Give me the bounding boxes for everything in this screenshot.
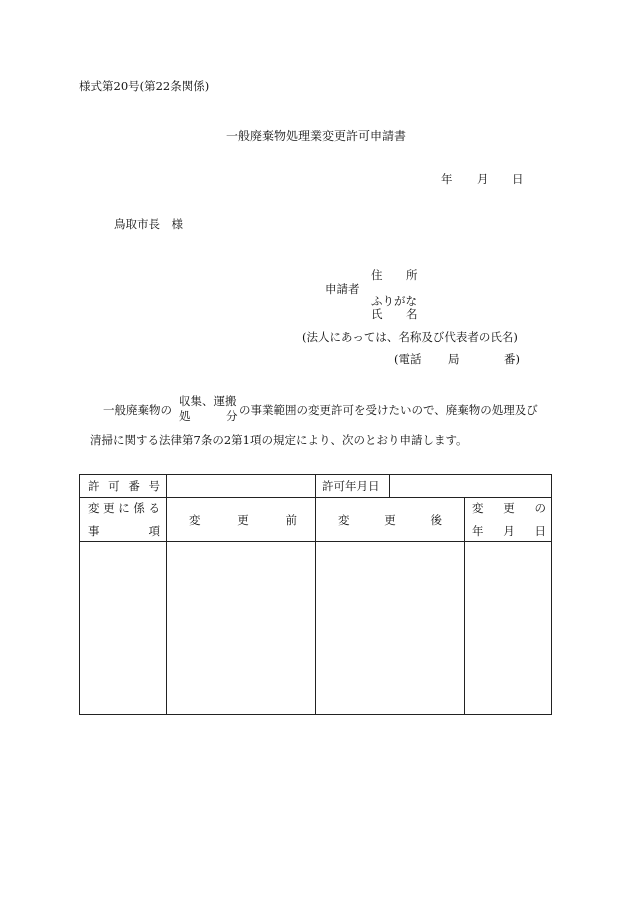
- body-option-collection: 収集、運搬: [179, 394, 237, 408]
- date-day-label: 日: [512, 172, 524, 186]
- name-label-1: 氏: [371, 307, 383, 321]
- permit-number-char: 許: [88, 479, 100, 493]
- address-label-2: 所: [406, 268, 418, 282]
- change-date-header: [465, 498, 552, 542]
- permit-date-label: [316, 475, 390, 498]
- furigana-label: ふりがな: [371, 294, 417, 308]
- change-item-char: 事: [88, 524, 100, 538]
- change-item-char: 係: [133, 501, 145, 515]
- after-change-field[interactable]: [316, 542, 465, 715]
- after-char: 更: [384, 512, 396, 527]
- phone-label-3: 番): [504, 352, 520, 366]
- permit-number-char: 可: [108, 479, 120, 493]
- phone-label-2: 局: [448, 352, 460, 366]
- before-change-header: [167, 498, 316, 542]
- change-date-char: 月: [503, 524, 515, 538]
- change-item-char: 変: [88, 501, 100, 515]
- page-title: 一般廃棄物処理業変更許可申請書: [226, 129, 407, 143]
- change-item-char: る: [148, 501, 160, 515]
- after-change-header: [316, 498, 465, 542]
- corporate-note: (法人にあっては、名称及び代表者の氏名): [302, 330, 518, 344]
- date-year-label: 年: [441, 172, 453, 186]
- body-option-disposal-1: 処: [179, 409, 191, 423]
- change-item-header: [80, 498, 167, 542]
- date-month-label: 月: [477, 172, 489, 186]
- before-char: 更: [237, 512, 249, 527]
- body-line-2: 清掃に関する法律第7条の2第1項の規定により、次のとおり申請します。: [90, 433, 468, 447]
- change-date-char: 年: [472, 524, 484, 538]
- before-char: 前: [285, 512, 297, 527]
- change-table: [79, 474, 552, 715]
- before-change-field[interactable]: [167, 542, 316, 715]
- permit-number-char: 号: [148, 479, 160, 493]
- after-char: 後: [430, 512, 442, 527]
- applicant-label: 申請者: [325, 282, 360, 296]
- change-date-field[interactable]: [465, 542, 552, 715]
- change-item-char: 項: [148, 524, 160, 538]
- permit-date-text: 許可年月日: [322, 479, 380, 493]
- body-option-disposal-2: 分: [226, 409, 238, 423]
- address-label-1: 住: [371, 268, 383, 282]
- change-item-char: に: [118, 501, 130, 515]
- body-prefix: 一般廃棄物の: [103, 403, 172, 417]
- before-char: 変: [189, 512, 201, 527]
- change-date-char: 更: [503, 501, 515, 515]
- change-date-char: 変: [472, 501, 484, 515]
- after-char: 変: [338, 512, 350, 527]
- permit-number-field[interactable]: [167, 475, 316, 498]
- change-date-char: の: [534, 501, 546, 515]
- change-item-char: 更: [103, 501, 115, 515]
- body-suffix: の事業範囲の変更許可を受けたいので、廃棄物の処理及び: [239, 403, 538, 417]
- permit-date-field[interactable]: [390, 475, 552, 498]
- change-date-char: 日: [534, 524, 546, 538]
- addressee: 鳥取市長 様: [114, 217, 183, 231]
- permit-number-label: [80, 475, 167, 498]
- form-number: 様式第20号(第22条関係): [79, 79, 210, 93]
- name-label-2: 名: [406, 307, 418, 321]
- phone-label-1: (電話: [394, 352, 422, 366]
- change-item-field[interactable]: [80, 542, 167, 715]
- permit-number-char: 番: [128, 479, 140, 493]
